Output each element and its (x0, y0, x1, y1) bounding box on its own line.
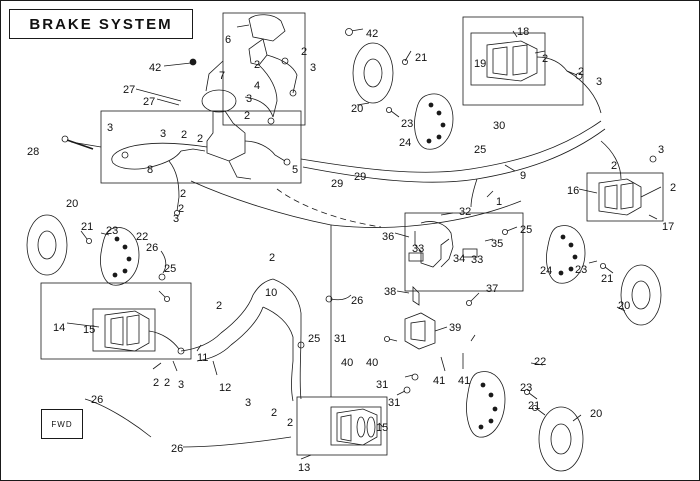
callout-15: 15 (376, 422, 389, 434)
rotor-20-top-hub (364, 59, 382, 87)
hose-12-run-3 (231, 307, 263, 345)
callout-42: 42 (366, 28, 379, 40)
rotor-bottom-hole-1 (481, 383, 485, 387)
leader-2-far-right (641, 187, 661, 197)
callout-13: 13 (298, 462, 311, 474)
callout-12: 12 (219, 382, 232, 394)
leader-1 (487, 191, 493, 197)
callout-25: 25 (474, 144, 487, 156)
callout-10: 10 (265, 287, 278, 299)
callout-21: 21 (601, 273, 614, 285)
callout-2: 2 (164, 377, 171, 389)
reservoir-main (202, 90, 236, 112)
leader-23-top (391, 111, 399, 117)
callout-41: 41 (458, 375, 471, 387)
forward-direction-marker (41, 409, 83, 439)
pedal-plate (411, 321, 425, 341)
callout-3: 3 (246, 93, 253, 105)
page-title: BRAKE SYSTEM (29, 15, 173, 33)
bolt-21-top (402, 59, 407, 64)
callout-32: 32 (459, 206, 472, 218)
callout-40: 40 (366, 357, 379, 369)
leader-2-lowleft (153, 363, 161, 369)
rotor-20-top (353, 43, 393, 103)
leader-25-pb (507, 227, 517, 231)
callout-29: 29 (331, 178, 344, 190)
callout-3: 3 (173, 213, 180, 225)
callout-36: 36 (382, 231, 395, 243)
line-center-down (273, 279, 301, 331)
leader-26-bottom (183, 437, 291, 447)
rotor-20-bottom-hub (551, 424, 571, 454)
caliper-13-pad-b (357, 417, 365, 437)
callout-26: 26 (146, 242, 159, 254)
part-42-bolt-right (346, 29, 353, 36)
hose-10-run (221, 295, 253, 333)
leader-42-left (164, 63, 191, 66)
callout-3: 3 (596, 76, 603, 88)
callout-2: 2 (254, 59, 261, 71)
callout-23: 23 (575, 264, 588, 276)
hose-top-1 (237, 25, 249, 27)
hose-14-out (149, 331, 179, 349)
rotor-right-hole-1 (561, 235, 565, 239)
callout-40: 40 (341, 357, 354, 369)
callout-37: 37 (486, 283, 499, 295)
line-to-rear (300, 331, 301, 399)
leader-16 (579, 189, 597, 193)
rotor-20-right (621, 265, 661, 325)
main-line-branch (471, 179, 477, 207)
rotor-20-left-hub (38, 231, 56, 259)
caliper-18-pad-a (493, 47, 507, 75)
fitting-top-c (268, 118, 274, 124)
callout-5: 5 (292, 164, 299, 176)
master-cyl-bracket (229, 161, 251, 179)
callout-2: 2 (301, 46, 308, 58)
rotor-20-bottom (539, 407, 583, 471)
rotor-bottom-hole-5 (479, 425, 483, 429)
forward-label: FWD (51, 419, 73, 429)
caliper-18-pad-b (513, 45, 527, 75)
callout-26: 26 (91, 394, 104, 406)
caliper-16-pad-a (605, 185, 617, 209)
callout-24: 24 (540, 265, 553, 277)
callout-31: 31 (376, 379, 389, 391)
callout-3: 3 (107, 122, 114, 134)
bolt-23-top (386, 107, 391, 112)
leader-42-right (351, 29, 363, 31)
rotor-left-hole-4 (123, 269, 127, 273)
bolt-21-right (600, 263, 605, 268)
callout-19: 19 (474, 58, 487, 70)
callout-1: 1 (496, 196, 503, 208)
callout-20: 20 (590, 408, 603, 420)
callout-28: 28 (27, 146, 40, 158)
callout-17: 17 (662, 221, 675, 233)
bolt-25b-left (164, 296, 169, 301)
callout-33: 33 (471, 254, 484, 266)
line-center-down-2 (263, 307, 293, 361)
callout-33: 33 (412, 243, 425, 255)
callout-2: 2 (611, 160, 618, 172)
callout-35: 35 (491, 238, 504, 250)
main-line-1 (301, 118, 601, 172)
callout-2: 2 (578, 66, 585, 78)
callout-23: 23 (401, 118, 414, 130)
rotor-bottom-hole-4 (489, 419, 493, 423)
callout-23: 23 (106, 225, 119, 237)
caliper-14-pad-b (127, 315, 139, 345)
callout-25: 25 (164, 263, 177, 275)
callout-34: 34 (453, 253, 466, 265)
callout-21: 21 (81, 221, 94, 233)
callout-25: 25 (308, 333, 321, 345)
callout-2: 2 (180, 188, 187, 200)
pb-cable-1 (421, 221, 453, 247)
diagram-title-box (9, 9, 193, 39)
callout-23: 23 (520, 382, 533, 394)
brake-line-mid (181, 149, 205, 151)
callout-9: 9 (520, 170, 527, 182)
callout-2: 2 (670, 182, 677, 194)
caliper-13-pad-a (341, 415, 351, 441)
callout-3: 3 (310, 62, 317, 74)
callout-24: 24 (399, 137, 412, 149)
callout-20: 20 (66, 198, 79, 210)
callout-21: 21 (528, 400, 541, 412)
callout-22: 22 (534, 356, 547, 368)
callout-42: 42 (149, 62, 162, 74)
callout-3: 3 (178, 379, 185, 391)
callout-2: 2 (542, 53, 549, 65)
callout-41: 41 (433, 375, 446, 387)
part-42-bolt-left (190, 59, 196, 65)
rotor-bottom-hole-3 (493, 407, 497, 411)
fitting-5 (284, 159, 290, 165)
callout-3: 3 (658, 144, 665, 156)
caliper-14-pad-a (111, 317, 123, 345)
bolt-31-c (404, 387, 410, 393)
callout-20: 20 (351, 103, 364, 115)
callout-2: 2 (244, 110, 251, 122)
chassis-outline-dashed (277, 189, 381, 227)
rotor-24-top (415, 94, 454, 149)
rotor-hole-3 (441, 123, 445, 127)
line-to-rear-2 (292, 361, 294, 401)
leader-13 (301, 455, 311, 459)
leader-17 (649, 215, 657, 219)
callout-8: 8 (147, 164, 154, 176)
fitting-8 (122, 152, 128, 158)
master-cyl-main-body (207, 111, 245, 161)
fitting-3-far-right (650, 156, 656, 162)
bolt-31-b (412, 374, 418, 380)
main-line-2 (303, 129, 605, 182)
caliper-13-pad-c (367, 417, 375, 437)
part-28-eye (62, 136, 68, 142)
rotor-20-right-hub (632, 281, 650, 309)
callout-18: 18 (517, 26, 530, 38)
callout-16: 16 (567, 185, 580, 197)
rotor-right-hole-5 (559, 271, 563, 275)
leader-31-c (397, 391, 405, 395)
leader-36 (395, 233, 409, 237)
detail-box-master-cylinder-top (223, 13, 308, 125)
rotor-bottom-hole-2 (489, 393, 493, 397)
callout-15: 15 (83, 324, 96, 336)
hose-12-run (181, 333, 221, 351)
callout-21: 21 (415, 52, 428, 64)
leader-39b (471, 335, 475, 341)
leader-37 (471, 293, 479, 301)
callout-4: 4 (254, 80, 261, 92)
leader-41-a (441, 357, 445, 371)
leader-11 (197, 345, 201, 351)
rotor-left-hole-2 (123, 245, 127, 249)
reservoir-top (249, 15, 285, 41)
callout-2: 2 (269, 252, 276, 264)
callout-20: 20 (618, 300, 631, 312)
caliper-16-pad-b (621, 183, 633, 209)
leader-9 (505, 165, 515, 171)
leader-25-left (159, 291, 165, 297)
bolt-21-left (86, 238, 91, 243)
rotor-hole-4 (437, 135, 441, 139)
rotor-right-hole-2 (569, 243, 573, 247)
callout-7: 7 (219, 70, 226, 82)
rotor-22-bottom (467, 372, 506, 438)
callout-31: 31 (334, 333, 347, 345)
chassis-outline-left (191, 181, 331, 397)
leader-12 (213, 361, 217, 375)
rotor-hole-2 (437, 111, 441, 115)
brake-line-left-loop (112, 143, 207, 169)
callout-25: 25 (520, 224, 533, 236)
callout-2: 2 (178, 203, 185, 215)
callout-2: 2 (197, 133, 204, 145)
brake-line-left-loop-2 (151, 151, 181, 167)
rotor-right-hole-3 (573, 255, 577, 259)
callout-30: 30 (493, 120, 506, 132)
pb-link (441, 247, 453, 267)
callout-38: 38 (384, 286, 397, 298)
callout-39: 39 (449, 322, 462, 334)
callout-11: 11 (197, 352, 209, 364)
leader-3-lowleft (173, 361, 177, 371)
detail-box-master-cylinder (101, 111, 301, 183)
callout-3: 3 (245, 397, 252, 409)
callout-26: 26 (351, 295, 364, 307)
callout-14: 14 (53, 322, 66, 334)
leader-31-a (389, 339, 397, 341)
leader-26-center (331, 295, 351, 300)
rotor-left-hole-1 (115, 237, 119, 241)
rotor-left-hole-5 (113, 273, 117, 277)
rotor-hole-1 (429, 103, 433, 107)
callout-2: 2 (216, 300, 223, 312)
chassis-outline-right (331, 201, 521, 228)
leader-23-right (589, 261, 597, 263)
callout-2: 2 (181, 129, 188, 141)
callout-2: 2 (287, 417, 294, 429)
leader-20-bottom (573, 415, 581, 421)
callout-22: 22 (136, 231, 149, 243)
pedal-rod (413, 287, 419, 305)
hose-top-3 (259, 65, 277, 117)
callout-29: 29 (354, 171, 367, 183)
callout-27: 27 (123, 84, 136, 96)
bolt-25-pb (502, 229, 507, 234)
rotor-20-left (27, 215, 67, 275)
rotor-left-hole-3 (127, 257, 131, 261)
rotor-right-hole-4 (569, 267, 573, 271)
bolt-37 (466, 300, 471, 305)
callout-2: 2 (271, 407, 278, 419)
part-28-rod (67, 140, 93, 149)
callout-31: 31 (388, 397, 401, 409)
callout-26: 26 (171, 443, 184, 455)
bolt-31-a (384, 336, 389, 341)
callout-27: 27 (143, 96, 156, 108)
leader-39 (435, 327, 447, 331)
callout-2: 2 (153, 377, 160, 389)
callout-6: 6 (225, 34, 232, 46)
callout-3: 3 (160, 128, 167, 140)
rotor-hole-5 (427, 139, 431, 143)
brake-line-right-out (245, 141, 285, 161)
